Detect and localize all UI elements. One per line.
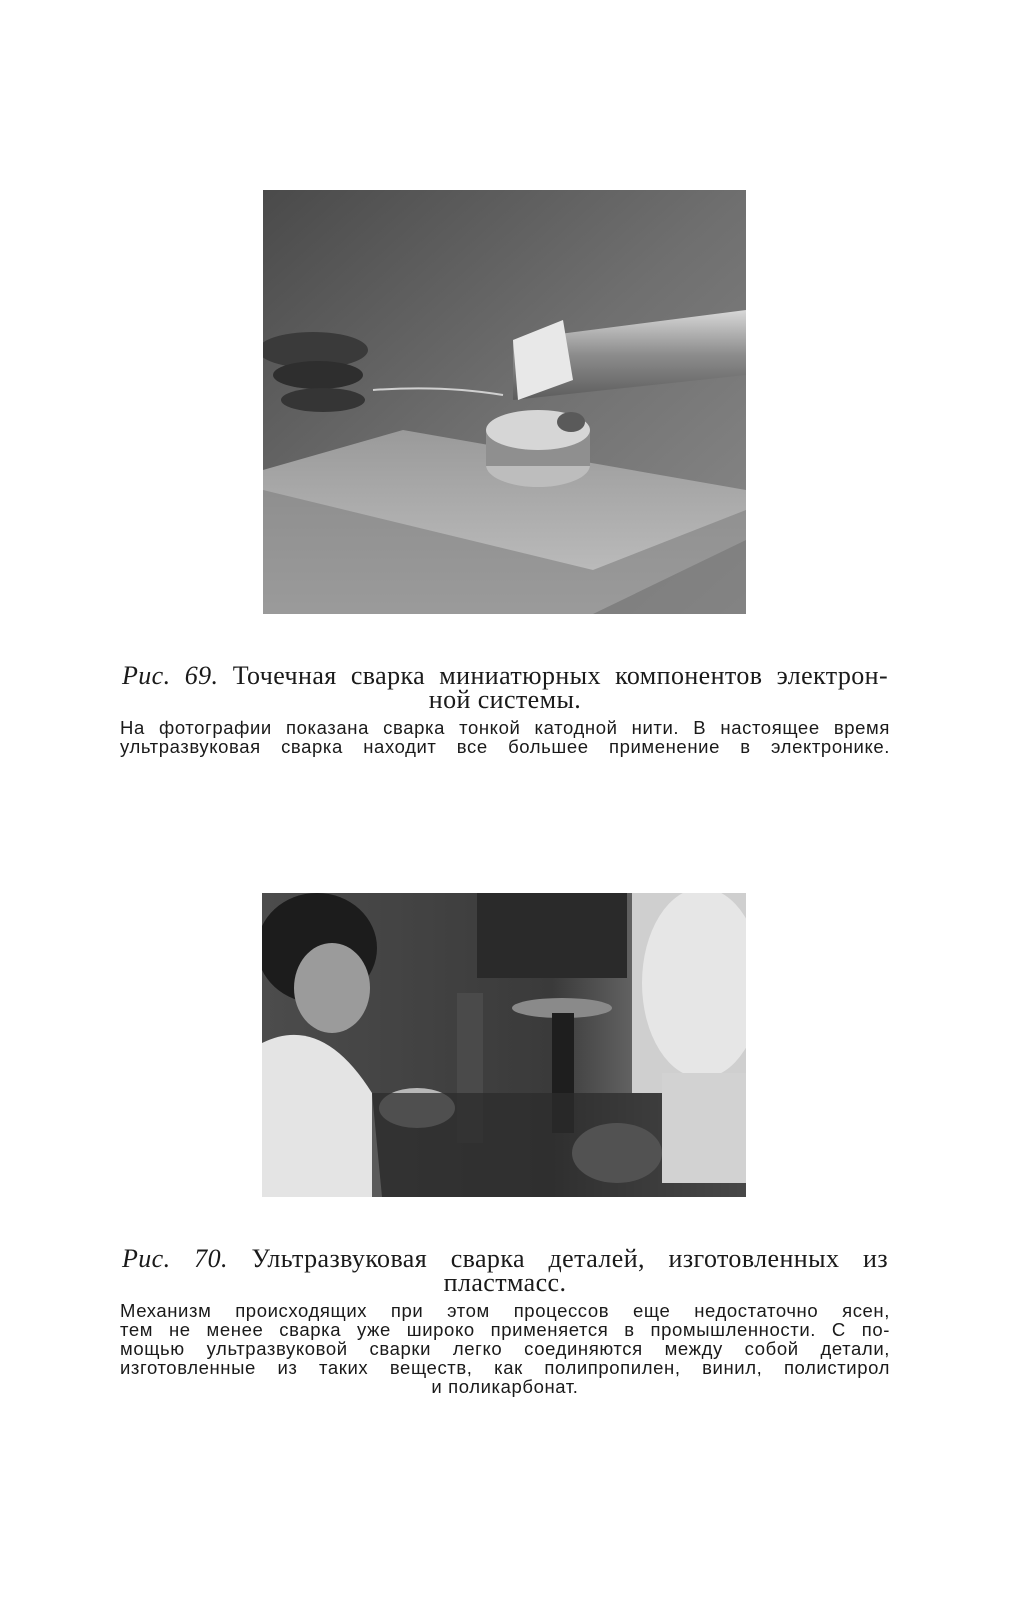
figure-69-label: Рис. 69. — [122, 661, 219, 690]
figure-70-note-line: изготовленные из таких веществ, как полипропилен, винил, полистирол — [120, 1357, 890, 1378]
figure-70-title-line2: пластмасс. — [443, 1268, 567, 1297]
figure-70-note-line: и поликарбонат. — [431, 1376, 579, 1397]
figure-69-title-line1: Точечная сварка миниатюрных компонентов электрон- — [232, 661, 889, 690]
figure-70-label: Рис. 70. — [122, 1244, 228, 1273]
figure-69-note-line: На фотографии показана сварка тонкой катодной нити. В настоящее время — [120, 717, 890, 738]
figure-70-note-line: мощью ультразвуковой сварки легко соединяются между собой детали, — [120, 1338, 890, 1359]
figure-70-photo — [262, 893, 746, 1197]
figure-69-title-line2: ной системы. — [428, 685, 582, 714]
figure-70-note-line: Механизм происходящих при этом процессов еще недостаточно ясен, — [120, 1300, 890, 1321]
figure-69-note-line: ультразвуковая сварка находит все большее применение в электронике. — [120, 736, 890, 757]
figure-70-title-line1: Ультразвуковая сварка деталей, изготовленных из — [251, 1244, 889, 1273]
figure-70-note-line: тем не менее сварка уже широко применяется в промышленности. С по- — [120, 1319, 890, 1340]
figure-69-photo — [263, 190, 746, 614]
